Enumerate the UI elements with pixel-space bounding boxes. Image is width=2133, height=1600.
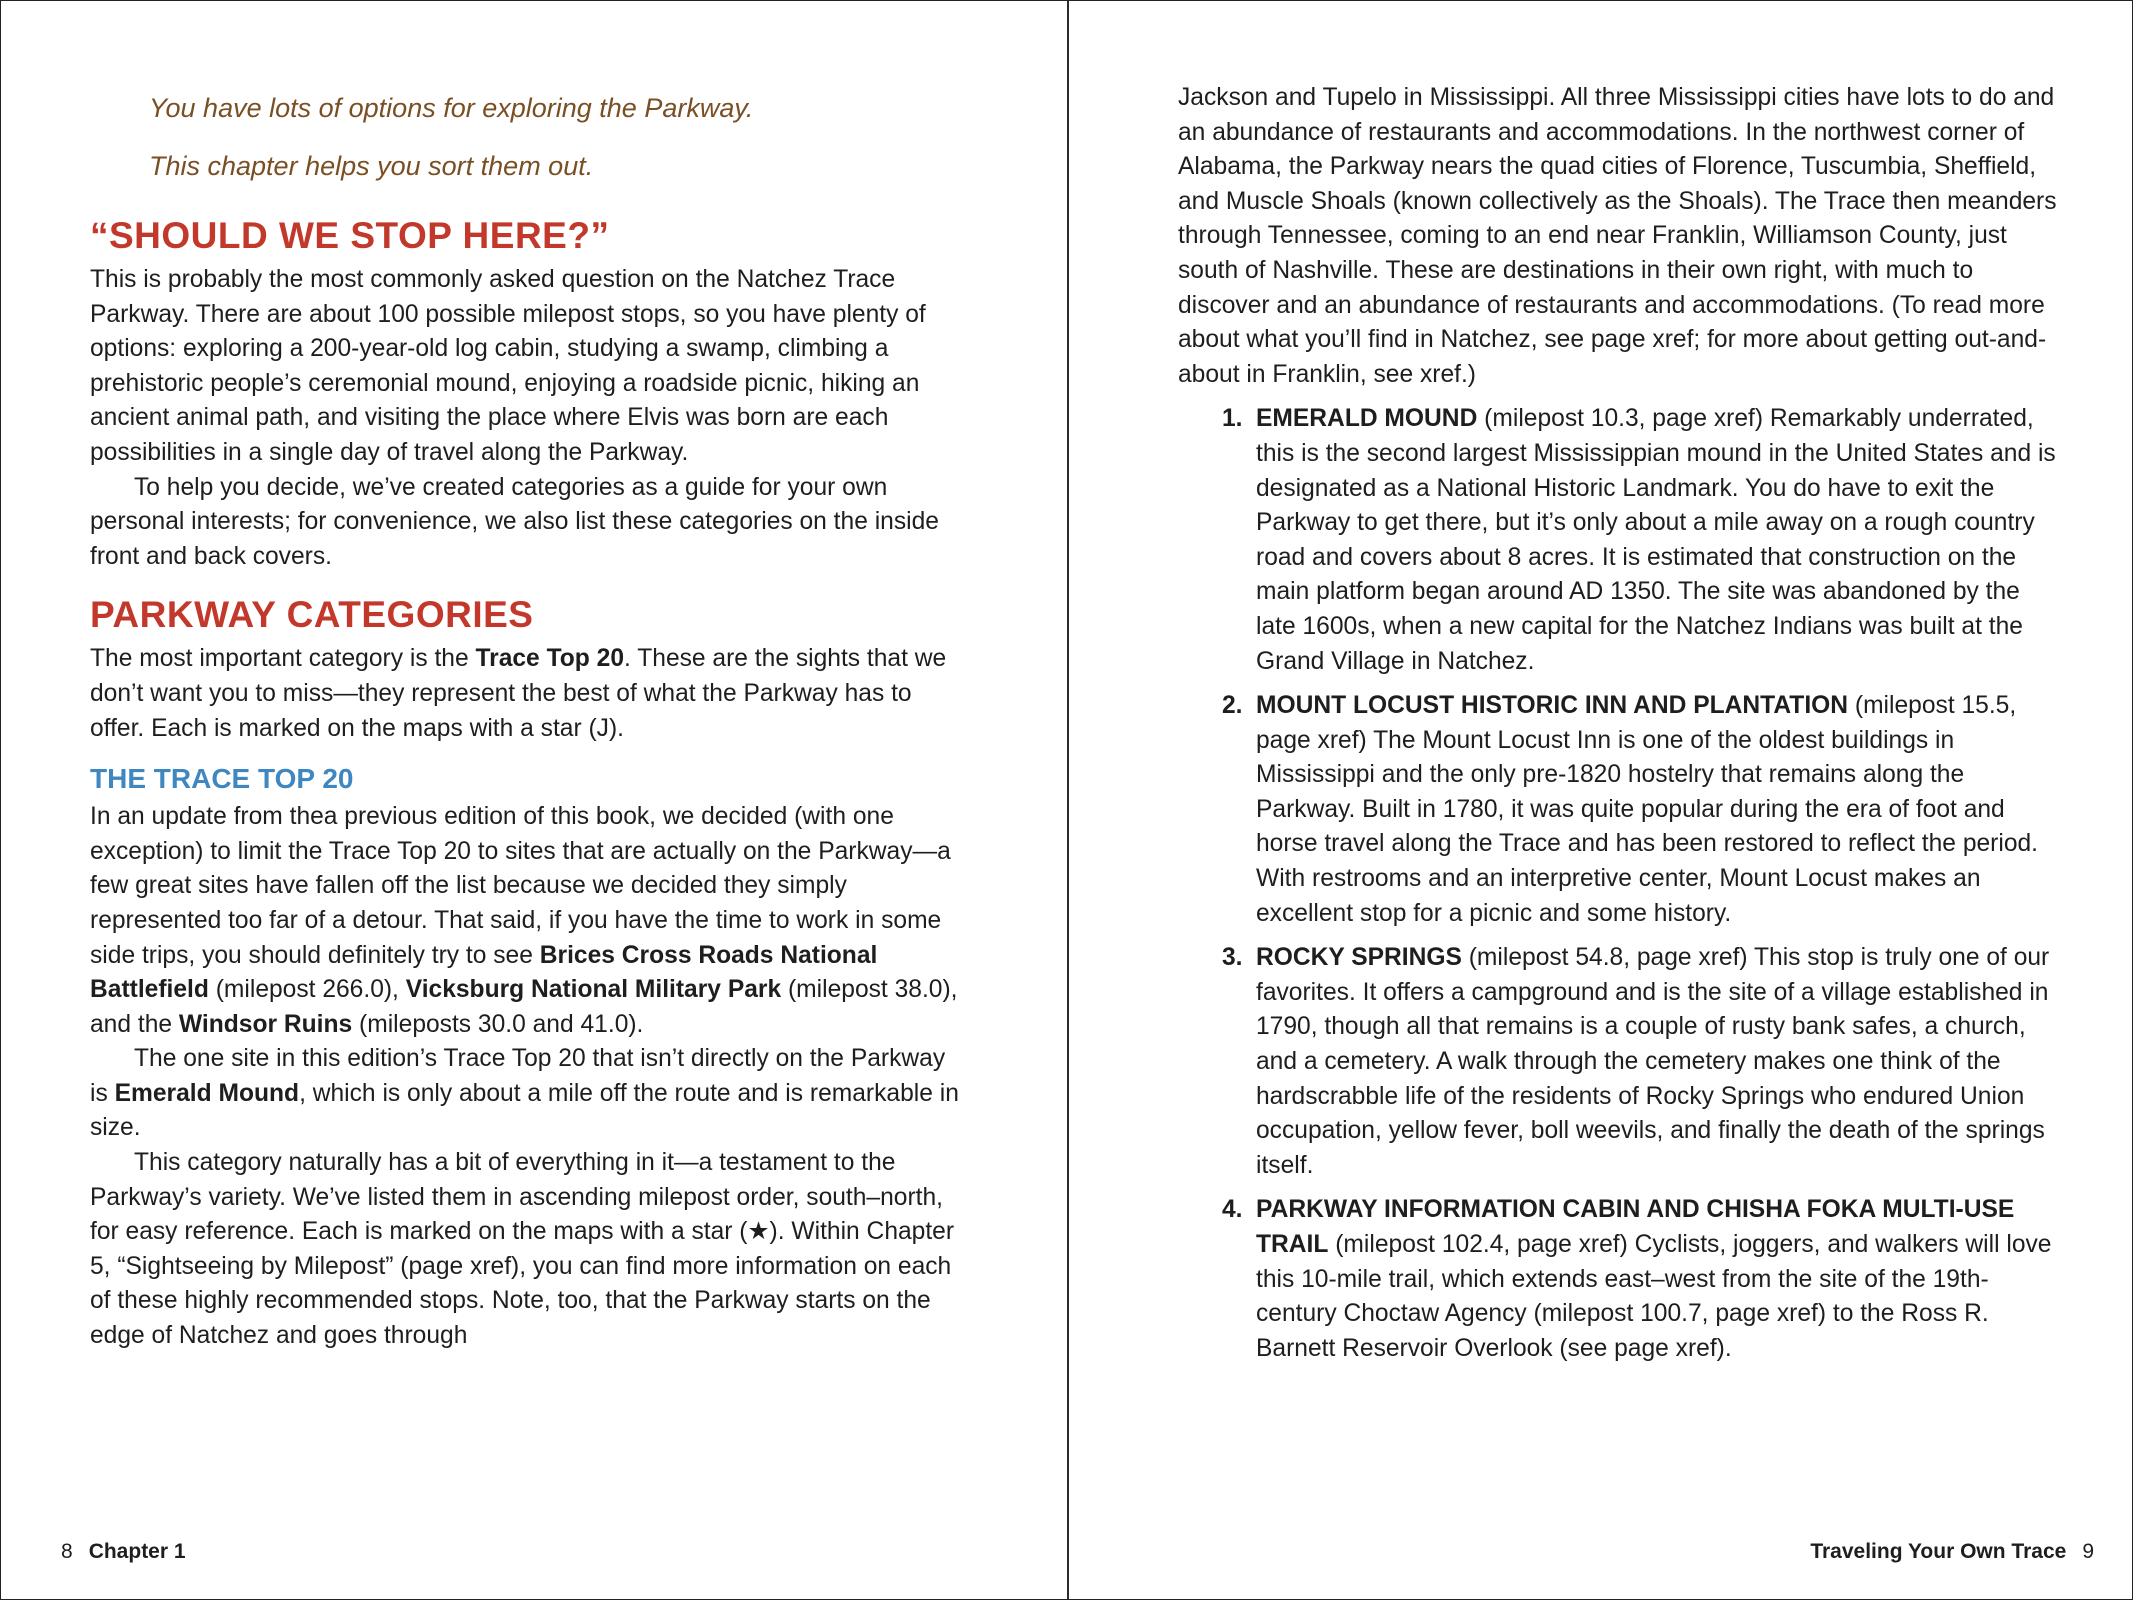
paragraph — [90, 1042, 962, 1146]
text-run: , which is only about a mile off the route and is remarkable in size. — [90, 1079, 959, 1142]
folio-left — [45, 1540, 186, 1564]
bold-term: Vicksburg National Military Park — [405, 976, 782, 1004]
paragraph: This is probably the most commonly asked question on the Natchez Trace Parkway. There are about 100 possible milepost stops, so you have plenty of options: exploring a 200-year-old log cabin, studying a swamp, climbing a prehistoric people’s ceremonial mound, enjoying a roadside picnic, hiking an ancient animal path, and visiting the place where Elvis was born are each possibilities in a single day of travel along the Parkway. — [90, 266, 926, 466]
list-number: 1. — [1222, 405, 1243, 433]
paragraph — [90, 800, 962, 1042]
running-head: Traveling Your Own Trace — [1810, 1540, 2067, 1563]
intro-line: This chapter helps you sort them out. — [149, 151, 594, 181]
right-column — [1178, 81, 2058, 1376]
paragraph: This category naturally has a bit of everything in it—a testament to the Parkway’s variety. We’ve listed them in ascending milepost order, south–north, for easy reference. Each is marked on the maps with a star (★). Within Chapter 5, “Sightseeing by Milepost” (page xref), you can find more information on each of these highly recommended stops. Note, too, that the Parkway starts on the edge of Natchez and goes through — [90, 1149, 955, 1350]
site-title: PARKWAY INFORMATION CABIN AND CHISHA FOKA MULTI-USE TRAIL — [1256, 1196, 2015, 1258]
heading-parkway-categories: PARKWAY CATEGORIES — [90, 594, 534, 636]
list-number: 3. — [1222, 944, 1243, 972]
heading-trace-top-20: THE TRACE TOP 20 — [90, 763, 354, 795]
text-run: (milepost 266.0), — [208, 976, 406, 1004]
bold-term: Brices Cross Roads National Battlefield — [90, 941, 878, 1004]
list-item-text — [1256, 402, 2058, 679]
text-run: (mileposts 30.0 and 41.0). — [352, 1010, 644, 1038]
text-run: The most important category is the — [90, 645, 476, 673]
text-run: . These are the sights that we don’t want you to miss—they represent the best of what the Parkway has to offer. Each is marked on the maps with a star (J). — [90, 645, 947, 742]
folio-right — [1810, 1540, 2110, 1564]
site-description: (milepost 10.3, page xref) Remarkably underrated, this is the second largest Mississippian mound in the United States and is designated as a National Historic Landmark. You do have to exit the Parkway to get there, but it’s only about a mile away on a rough country road and covers about 8 acres. It is estimated that construction on the main platform began around AD 1350. The site was abandoned by the late 1600s, when a new capital for the Natchez Indians was built at the Grand Village in Natchez. — [1256, 405, 2056, 675]
list-item — [1178, 1193, 2058, 1366]
top-20-list — [1178, 402, 2058, 1366]
intro-line: You have lots of options for exploring the Parkway. — [149, 93, 754, 123]
list-item — [1178, 402, 2058, 679]
site-title: MOUNT LOCUST HISTORIC INN AND PLANTATION — [1256, 692, 1849, 720]
text-run: In an update from thea previous edition of this book, we decided (with one exception) to limit the Trace Top 20 to sites that are actually on the Parkway—a few great sites have fallen off the list because we decided they simply represented too far of a detour. That said, if you have the time to work in some side trips, you should definitely try to see — [90, 803, 951, 969]
right-page — [1069, 1, 2132, 1599]
list-number: 2. — [1222, 692, 1243, 720]
site-title: ROCKY SPRINGS — [1256, 944, 1462, 972]
site-description: (milepost 102.4, page xref) Cyclists, joggers, and walkers will love this 10-mile trail, which extends east–west from the site of the 19th-century Choctaw Agency (milepost 100.7, page xref) to the Ross R. Barnett Reservoir Overlook (see page xref). — [1256, 1231, 2052, 1362]
site-title: EMERALD MOUND — [1256, 405, 1478, 433]
paragraph — [90, 642, 962, 746]
left-page — [1, 1, 1067, 1599]
list-number: 4. — [1222, 1196, 1243, 1224]
list-item-text — [1256, 689, 2058, 931]
list-item-text — [1256, 1193, 2058, 1366]
list-item-text — [1256, 941, 2058, 1183]
heading-should-we-stop: “SHOULD WE STOP HERE?” — [90, 215, 610, 256]
page-number: 8 — [61, 1540, 73, 1563]
site-description: (milepost 15.5, page xref) The Mount Locust Inn is one of the oldest buildings in Mississippi and the only pre-1820 hostelry that remains along the Parkway. Built in 1780, it was quite popular during the era of foot and horse travel along the Trace and has been restored to reflect the period. With restrooms and an interpretive center, Mount Locust makes an excellent stop for a picnic and some history. — [1256, 692, 2039, 927]
site-description: (milepost 54.8, page xref) This stop is truly one of our favorites. It offers a campground and is the site of a village established in 1790, though all that remains is a couple of rusty bank safes, a church, and a cemetery. A walk through the cemetery makes one think of the hardscrabble life of the residents of Rocky Springs who endured Union occupation, yellow fever, boll weevils, and finally the death of the springs itself. — [1256, 944, 2050, 1179]
bold-term: Emerald Mound — [114, 1079, 300, 1107]
bold-term: Trace Top 20 — [475, 645, 625, 673]
paragraph: To help you decide, we’ve created categories as a guide for your own personal interests; for convenience, we also list these categories on the inside front and back covers. — [90, 473, 939, 570]
left-column — [90, 79, 962, 1354]
text-run: (milepost 38.0), and the — [90, 976, 958, 1038]
list-item — [1178, 689, 2058, 931]
text-run: The one site in this edition’s Trace Top 20 that isn’t directly on the Parkway is — [90, 1045, 946, 1107]
page-number: 9 — [2082, 1540, 2094, 1563]
bold-term: Windsor Ruins — [178, 1010, 353, 1038]
running-head: Chapter 1 — [88, 1540, 186, 1563]
paragraph: Jackson and Tupelo in Mississippi. All three Mississippi cities have lots to do and an abundance of restaurants and accommodations. In the northwest corner of Alabama, the Parkway nears the quad cities of Florence, Tuscumbia, Sheffield, and Muscle Shoals (known collectively as the Shoals). The Trace then meanders through Tennessee, coming to an end near Franklin, Williamson County, just south of Nashville. These are destinations in their own right, with much to discover and an abundance of restaurants and accommodations. (To read more about what you’ll find in Natchez, see page xref; for more about getting out-and-about in Franklin, see xref.) — [1178, 84, 2057, 388]
list-item — [1178, 941, 2058, 1183]
